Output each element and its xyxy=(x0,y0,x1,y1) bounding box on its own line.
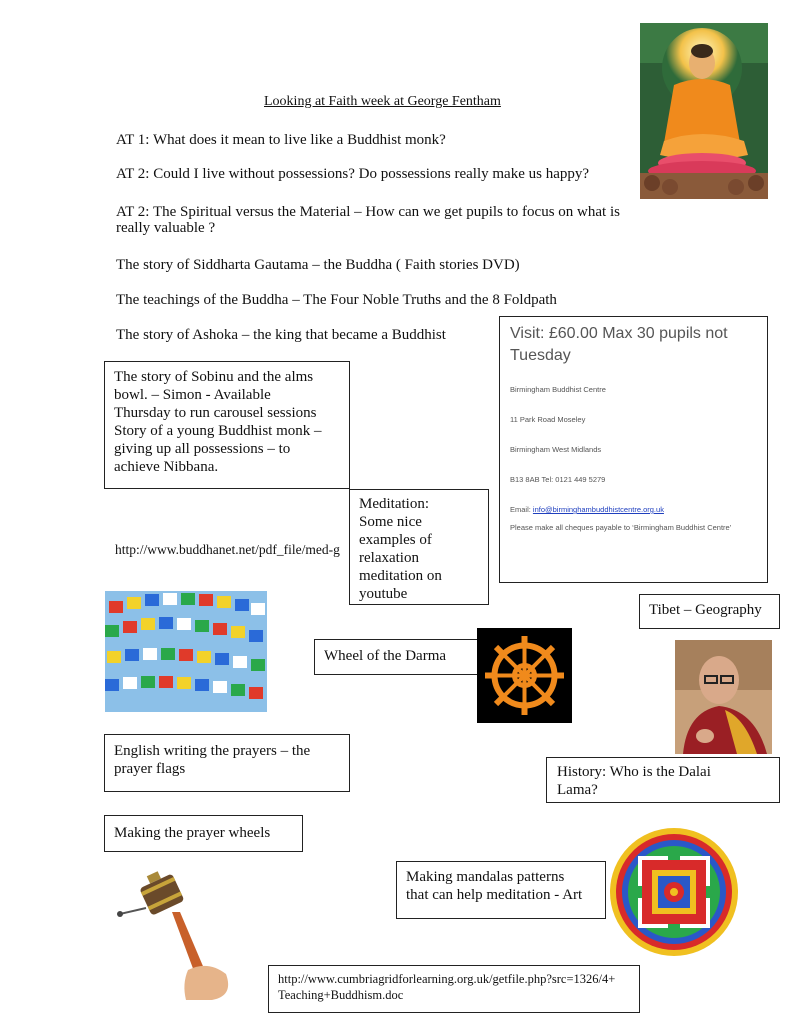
email-link[interactable]: info@birminghambuddhistcentre.org.uk xyxy=(532,505,664,514)
buddha-image xyxy=(640,23,768,199)
mandala-line: that can help meditation - Art xyxy=(406,887,583,903)
meditation-line: youtube xyxy=(359,586,408,602)
page-title: Looking at Faith week at George Fentham xyxy=(264,94,501,109)
wheel-of-darma-box xyxy=(314,639,478,675)
centre-name: Birmingham Buddhist Centre xyxy=(510,385,606,394)
cumbria-url-box[interactable] xyxy=(268,965,640,1013)
visit-info-box xyxy=(499,316,768,583)
cumbria-url-line[interactable]: http://www.cumbriagridforlearning.org.uk/getfile.php?src=1326/4+ xyxy=(278,972,616,986)
wheel-label: Wheel of the Darma xyxy=(324,648,447,664)
prayer-flags-writing-box xyxy=(104,734,350,792)
sobinu-line: giving up all possessions – to xyxy=(114,441,291,457)
prayers-line: prayer flags xyxy=(114,761,186,777)
meditation-line: relaxation xyxy=(359,550,419,566)
at2-line: AT 2: Could I live without possessions? Do possessions really make us happy? xyxy=(116,166,590,182)
centre-email-line xyxy=(510,505,757,515)
meditation-line: meditation on xyxy=(359,568,442,584)
at2b-line-cont: really valuable ? xyxy=(116,220,216,236)
history-line: Lama? xyxy=(557,782,598,798)
at1-line: AT 1: What does it mean to live like a Buddhist monk? xyxy=(116,132,446,148)
cumbria-url-line[interactable]: Teaching+Buddhism.doc xyxy=(278,988,404,1002)
cheques-note: Please make all cheques payable to ‘Birmingham Buddhist Centre’ xyxy=(510,523,732,532)
visit-heading: Visit: £60.00 Max 30 pupils not Tuesday xyxy=(510,325,728,364)
meditation-box xyxy=(349,489,489,605)
email-label: Email: xyxy=(510,505,533,514)
centre-postcode-tel: B13 8AB Tel: 0121 449 5279 xyxy=(510,475,606,484)
mandala-line: Making mandalas patterns xyxy=(406,869,565,885)
prayer-wheel-image xyxy=(116,870,240,1000)
story-teachings: The teachings of the Buddha – The Four Noble Truths and the 8 Foldpath xyxy=(116,292,557,308)
story-ashoka: The story of Ashoka – the king that became a Buddhist xyxy=(116,327,446,343)
buddhanet-url[interactable]: http://www.buddhanet.net/pdf_file/med-g xyxy=(115,542,340,557)
meditation-line: Meditation: xyxy=(359,496,429,512)
sobinu-line: achieve Nibbana. xyxy=(114,459,219,475)
prayer-wheels-box xyxy=(104,815,303,852)
meditation-line: examples of xyxy=(359,532,432,548)
sobinu-line: The story of Sobinu and the alms xyxy=(114,369,314,385)
sobinu-line: Story of a young Buddhist monk – xyxy=(114,423,322,439)
tibet-label: Tibet – Geography xyxy=(649,602,762,618)
centre-address1: 11 Park Road Moseley xyxy=(510,415,586,424)
meditation-line: Some nice xyxy=(359,514,422,530)
story-siddharta: The story of Siddharta Gautama – the Buddha ( Faith stories DVD) xyxy=(116,257,520,273)
dalai-lama-image xyxy=(675,640,772,754)
history-line: History: Who is the Dalai xyxy=(557,764,711,780)
sobinu-line: Thursday to run carousel sessions xyxy=(114,405,317,421)
prayers-line: English writing the prayers – the xyxy=(114,743,311,759)
mandala-image xyxy=(608,826,740,958)
mandala-box xyxy=(396,861,606,919)
prayer-wheels-label: Making the prayer wheels xyxy=(114,825,271,841)
dharma-wheel-icon xyxy=(477,628,572,723)
tibet-geography-box xyxy=(639,594,780,629)
prayer-flags-image xyxy=(105,591,267,712)
centre-address2: Birmingham West Midlands xyxy=(510,445,602,454)
at2b-line: AT 2: The Spiritual versus the Material – How can we get pupils to focus on what is xyxy=(116,204,620,220)
sobinu-story-box xyxy=(104,361,350,489)
history-dalai-lama-box xyxy=(546,757,780,803)
sobinu-line: bowl. – Simon - Available xyxy=(114,387,271,403)
